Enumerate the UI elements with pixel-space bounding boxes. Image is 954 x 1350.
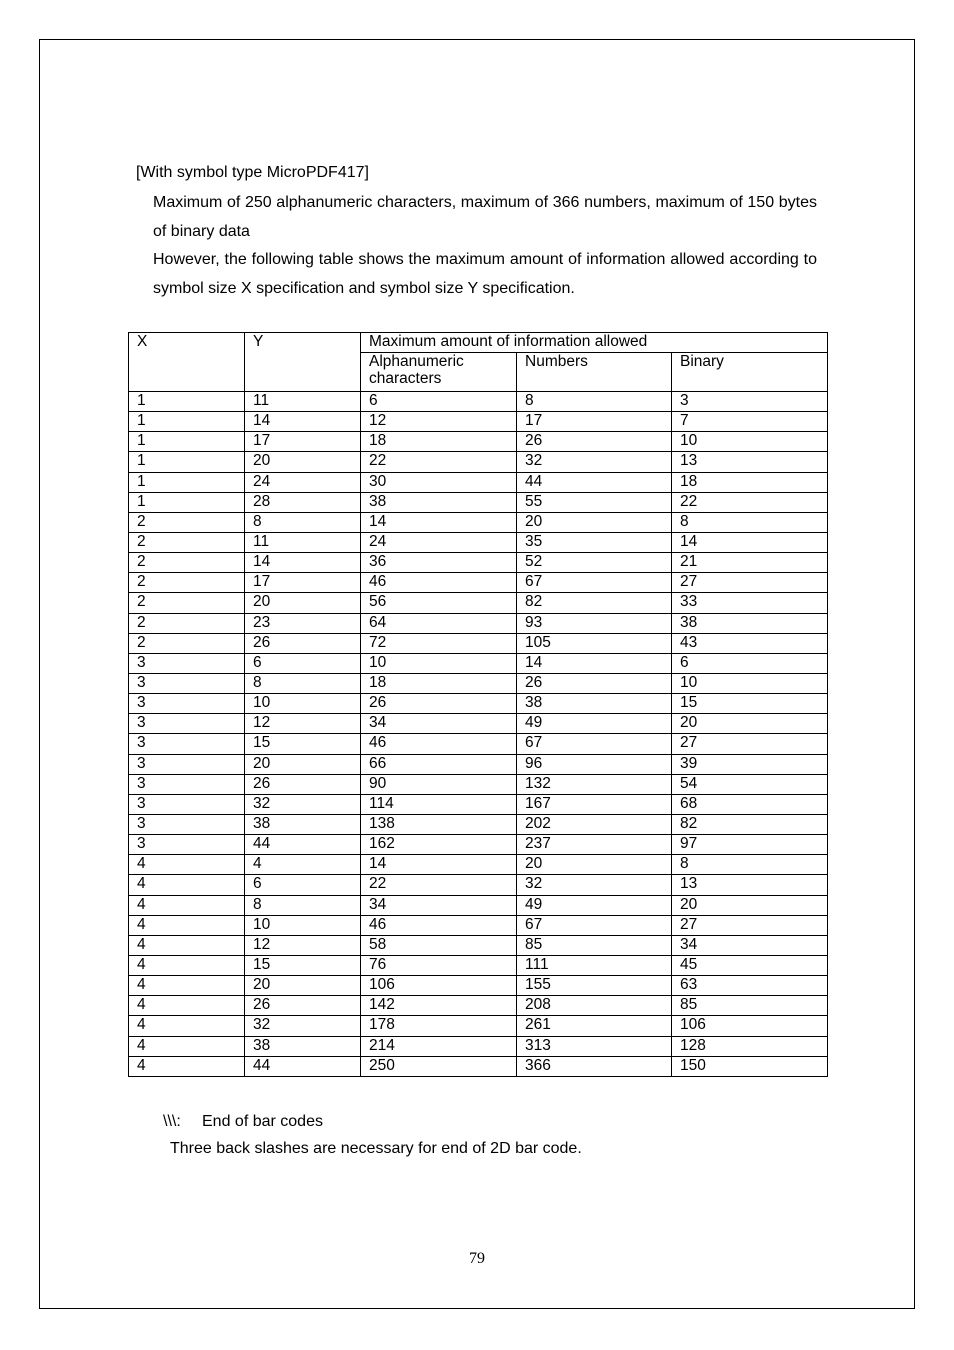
cell-x: 4: [129, 1036, 245, 1056]
cell-y: 15: [245, 734, 361, 754]
cell-alphanumeric: 30: [361, 472, 517, 492]
cell-binary: 21: [672, 553, 828, 573]
cell-x: 3: [129, 794, 245, 814]
cell-numbers: 67: [517, 734, 672, 754]
cell-x: 3: [129, 694, 245, 714]
cell-x: 2: [129, 633, 245, 653]
cell-binary: 10: [672, 673, 828, 693]
table-row: [129, 412, 828, 432]
cell-y: 26: [245, 633, 361, 653]
cell-numbers: 132: [517, 774, 672, 794]
cell-y: 20: [245, 452, 361, 472]
cell-binary: 3: [672, 392, 828, 412]
cell-alphanumeric: 142: [361, 996, 517, 1016]
cell-x: 4: [129, 976, 245, 996]
cell-binary: 6: [672, 653, 828, 673]
cell-binary: 15: [672, 694, 828, 714]
cell-numbers: 366: [517, 1056, 672, 1076]
end-marker-description: Three back slashes are necessary for end of 2D bar code.: [170, 1140, 582, 1157]
cell-binary: 63: [672, 976, 828, 996]
cell-y: 20: [245, 593, 361, 613]
table-row: [129, 734, 828, 754]
cell-alphanumeric: 36: [361, 553, 517, 573]
cell-x: 3: [129, 653, 245, 673]
cell-binary: 27: [672, 915, 828, 935]
cell-y: 12: [245, 714, 361, 734]
cell-binary: 8: [672, 855, 828, 875]
cell-y: 14: [245, 412, 361, 432]
cell-numbers: 85: [517, 935, 672, 955]
cell-alphanumeric: 58: [361, 935, 517, 955]
header-max-info: Maximum amount of information allowed: [361, 333, 828, 353]
cell-binary: 10: [672, 432, 828, 452]
cell-alphanumeric: 34: [361, 714, 517, 734]
cell-binary: 22: [672, 492, 828, 512]
cell-alphanumeric: 76: [361, 955, 517, 975]
cell-x: 3: [129, 734, 245, 754]
cell-x: 2: [129, 512, 245, 532]
cell-alphanumeric: 18: [361, 432, 517, 452]
capacity-table: [128, 332, 828, 1077]
cell-x: 1: [129, 432, 245, 452]
cell-alphanumeric: 14: [361, 512, 517, 532]
table-row: [129, 835, 828, 855]
cell-binary: 82: [672, 814, 828, 834]
table-row: [129, 492, 828, 512]
cell-numbers: 20: [517, 512, 672, 532]
cell-numbers: 67: [517, 915, 672, 935]
cell-binary: 7: [672, 412, 828, 432]
cell-alphanumeric: 178: [361, 1016, 517, 1036]
table-row: [129, 432, 828, 452]
cell-numbers: 26: [517, 432, 672, 452]
table-row: [129, 754, 828, 774]
cell-alphanumeric: 14: [361, 855, 517, 875]
cell-y: 23: [245, 613, 361, 633]
table-row: [129, 714, 828, 734]
cell-y: 4: [245, 855, 361, 875]
cell-binary: 20: [672, 895, 828, 915]
cell-numbers: 313: [517, 1036, 672, 1056]
cell-numbers: 261: [517, 1016, 672, 1036]
cell-y: 38: [245, 814, 361, 834]
cell-x: 4: [129, 875, 245, 895]
cell-alphanumeric: 72: [361, 633, 517, 653]
cell-y: 24: [245, 472, 361, 492]
cell-numbers: 44: [517, 472, 672, 492]
cell-y: 32: [245, 794, 361, 814]
cell-binary: 43: [672, 633, 828, 653]
table-row: [129, 512, 828, 532]
table-row: [129, 996, 828, 1016]
cell-numbers: 26: [517, 673, 672, 693]
cell-alphanumeric: 56: [361, 593, 517, 613]
table-row: [129, 633, 828, 653]
cell-y: 6: [245, 875, 361, 895]
cell-alphanumeric: 114: [361, 794, 517, 814]
cell-numbers: 52: [517, 553, 672, 573]
cell-alphanumeric: 12: [361, 412, 517, 432]
table-row: [129, 532, 828, 552]
cell-binary: 8: [672, 512, 828, 532]
cell-x: 1: [129, 452, 245, 472]
cell-alphanumeric: 26: [361, 694, 517, 714]
cell-numbers: 20: [517, 855, 672, 875]
cell-numbers: 32: [517, 875, 672, 895]
cell-numbers: 167: [517, 794, 672, 814]
cell-numbers: 14: [517, 653, 672, 673]
cell-alphanumeric: 18: [361, 673, 517, 693]
cell-alphanumeric: 24: [361, 532, 517, 552]
cell-binary: 97: [672, 835, 828, 855]
table-row: [129, 875, 828, 895]
header-alphanumeric: Alphanumeric characters: [361, 353, 517, 392]
cell-y: 11: [245, 392, 361, 412]
cell-y: 44: [245, 1056, 361, 1076]
cell-binary: 39: [672, 754, 828, 774]
header-x: X: [129, 333, 245, 392]
cell-y: 20: [245, 976, 361, 996]
cell-y: 32: [245, 1016, 361, 1036]
cell-binary: 45: [672, 955, 828, 975]
cell-y: 6: [245, 653, 361, 673]
cell-y: 17: [245, 573, 361, 593]
cell-x: 1: [129, 412, 245, 432]
cell-y: 28: [245, 492, 361, 512]
cell-x: 4: [129, 1016, 245, 1036]
cell-binary: 18: [672, 472, 828, 492]
cell-binary: 68: [672, 794, 828, 814]
cell-alphanumeric: 138: [361, 814, 517, 834]
cell-binary: 13: [672, 875, 828, 895]
table-row: [129, 472, 828, 492]
table-row: [129, 1056, 828, 1076]
table-row: [129, 976, 828, 996]
table-row: [129, 653, 828, 673]
cell-binary: 20: [672, 714, 828, 734]
cell-alphanumeric: 22: [361, 452, 517, 472]
cell-y: 14: [245, 553, 361, 573]
cell-x: 1: [129, 492, 245, 512]
cell-numbers: 155: [517, 976, 672, 996]
cell-numbers: 49: [517, 714, 672, 734]
cell-binary: 27: [672, 573, 828, 593]
cell-x: 3: [129, 714, 245, 734]
cell-x: 3: [129, 774, 245, 794]
cell-numbers: 8: [517, 392, 672, 412]
table-row: [129, 694, 828, 714]
cell-y: 10: [245, 694, 361, 714]
cell-x: 4: [129, 1056, 245, 1076]
cell-numbers: 208: [517, 996, 672, 1016]
table-row: [129, 613, 828, 633]
cell-binary: 106: [672, 1016, 828, 1036]
table-header-row: [129, 333, 828, 353]
cell-numbers: 202: [517, 814, 672, 834]
table-row: [129, 855, 828, 875]
cell-binary: 13: [672, 452, 828, 472]
cell-alphanumeric: 46: [361, 915, 517, 935]
table-row: [129, 593, 828, 613]
header-y: Y: [245, 333, 361, 392]
cell-y: 8: [245, 895, 361, 915]
cell-alphanumeric: 6: [361, 392, 517, 412]
cell-numbers: 49: [517, 895, 672, 915]
cell-alphanumeric: 46: [361, 573, 517, 593]
cell-x: 4: [129, 915, 245, 935]
cell-alphanumeric: 34: [361, 895, 517, 915]
cell-alphanumeric: 214: [361, 1036, 517, 1056]
table-row: [129, 935, 828, 955]
page-number: 79: [469, 1250, 485, 1267]
cell-y: 38: [245, 1036, 361, 1056]
cell-x: 3: [129, 754, 245, 774]
header-numbers: Numbers: [517, 353, 672, 392]
table-row: [129, 673, 828, 693]
cell-alphanumeric: 162: [361, 835, 517, 855]
table-row: [129, 452, 828, 472]
cell-alphanumeric: 64: [361, 613, 517, 633]
cell-x: 2: [129, 553, 245, 573]
table-row: [129, 553, 828, 573]
cell-y: 8: [245, 673, 361, 693]
cell-y: 20: [245, 754, 361, 774]
cell-x: 2: [129, 573, 245, 593]
end-marker-symbol: \\\:: [163, 1113, 181, 1130]
cell-x: 3: [129, 673, 245, 693]
table-row: [129, 392, 828, 412]
cell-alphanumeric: 10: [361, 653, 517, 673]
cell-binary: 85: [672, 996, 828, 1016]
cell-alphanumeric: 46: [361, 734, 517, 754]
cell-alphanumeric: 106: [361, 976, 517, 996]
end-marker-label: End of bar codes: [202, 1113, 323, 1130]
cell-numbers: 111: [517, 955, 672, 975]
table-row: [129, 1036, 828, 1056]
cell-alphanumeric: 66: [361, 754, 517, 774]
cell-numbers: 67: [517, 573, 672, 593]
paragraph-table-intro: However, the following table shows the maximum amount of information allowed according to symbol size X specification and symbol size Y specification.: [153, 251, 817, 297]
cell-y: 26: [245, 774, 361, 794]
cell-y: 15: [245, 955, 361, 975]
cell-x: 3: [129, 814, 245, 834]
cell-numbers: 32: [517, 452, 672, 472]
paragraph-max-capacity: Maximum of 250 alphanumeric characters, maximum of 366 numbers, maximum of 150 bytes of binary data: [153, 194, 817, 240]
table-row: [129, 915, 828, 935]
cell-x: 2: [129, 532, 245, 552]
table-row: [129, 895, 828, 915]
table-row: [129, 774, 828, 794]
cell-numbers: 55: [517, 492, 672, 512]
cell-y: 26: [245, 996, 361, 1016]
cell-binary: 54: [672, 774, 828, 794]
cell-x: 4: [129, 955, 245, 975]
cell-binary: 14: [672, 532, 828, 552]
cell-y: 11: [245, 532, 361, 552]
cell-y: 8: [245, 512, 361, 532]
cell-y: 17: [245, 432, 361, 452]
table-row: [129, 1016, 828, 1036]
cell-numbers: 17: [517, 412, 672, 432]
header-binary: Binary: [672, 353, 828, 392]
cell-x: 4: [129, 855, 245, 875]
cell-alphanumeric: 90: [361, 774, 517, 794]
cell-numbers: 96: [517, 754, 672, 774]
cell-x: 1: [129, 472, 245, 492]
table-row: [129, 955, 828, 975]
section-heading: [With symbol type MicroPDF417]: [136, 164, 369, 181]
table-row: [129, 573, 828, 593]
cell-x: 2: [129, 593, 245, 613]
cell-numbers: 35: [517, 532, 672, 552]
cell-numbers: 105: [517, 633, 672, 653]
table-row: [129, 794, 828, 814]
cell-y: 10: [245, 915, 361, 935]
cell-numbers: 93: [517, 613, 672, 633]
cell-binary: 34: [672, 935, 828, 955]
cell-binary: 27: [672, 734, 828, 754]
cell-y: 12: [245, 935, 361, 955]
cell-binary: 33: [672, 593, 828, 613]
cell-x: 4: [129, 996, 245, 1016]
cell-alphanumeric: 22: [361, 875, 517, 895]
cell-x: 4: [129, 895, 245, 915]
cell-binary: 128: [672, 1036, 828, 1056]
cell-x: 2: [129, 613, 245, 633]
cell-x: 4: [129, 935, 245, 955]
cell-alphanumeric: 250: [361, 1056, 517, 1076]
cell-x: 1: [129, 392, 245, 412]
cell-y: 44: [245, 835, 361, 855]
cell-numbers: 237: [517, 835, 672, 855]
table-row: [129, 814, 828, 834]
cell-alphanumeric: 38: [361, 492, 517, 512]
cell-numbers: 38: [517, 694, 672, 714]
cell-binary: 150: [672, 1056, 828, 1076]
cell-binary: 38: [672, 613, 828, 633]
cell-x: 3: [129, 835, 245, 855]
cell-numbers: 82: [517, 593, 672, 613]
